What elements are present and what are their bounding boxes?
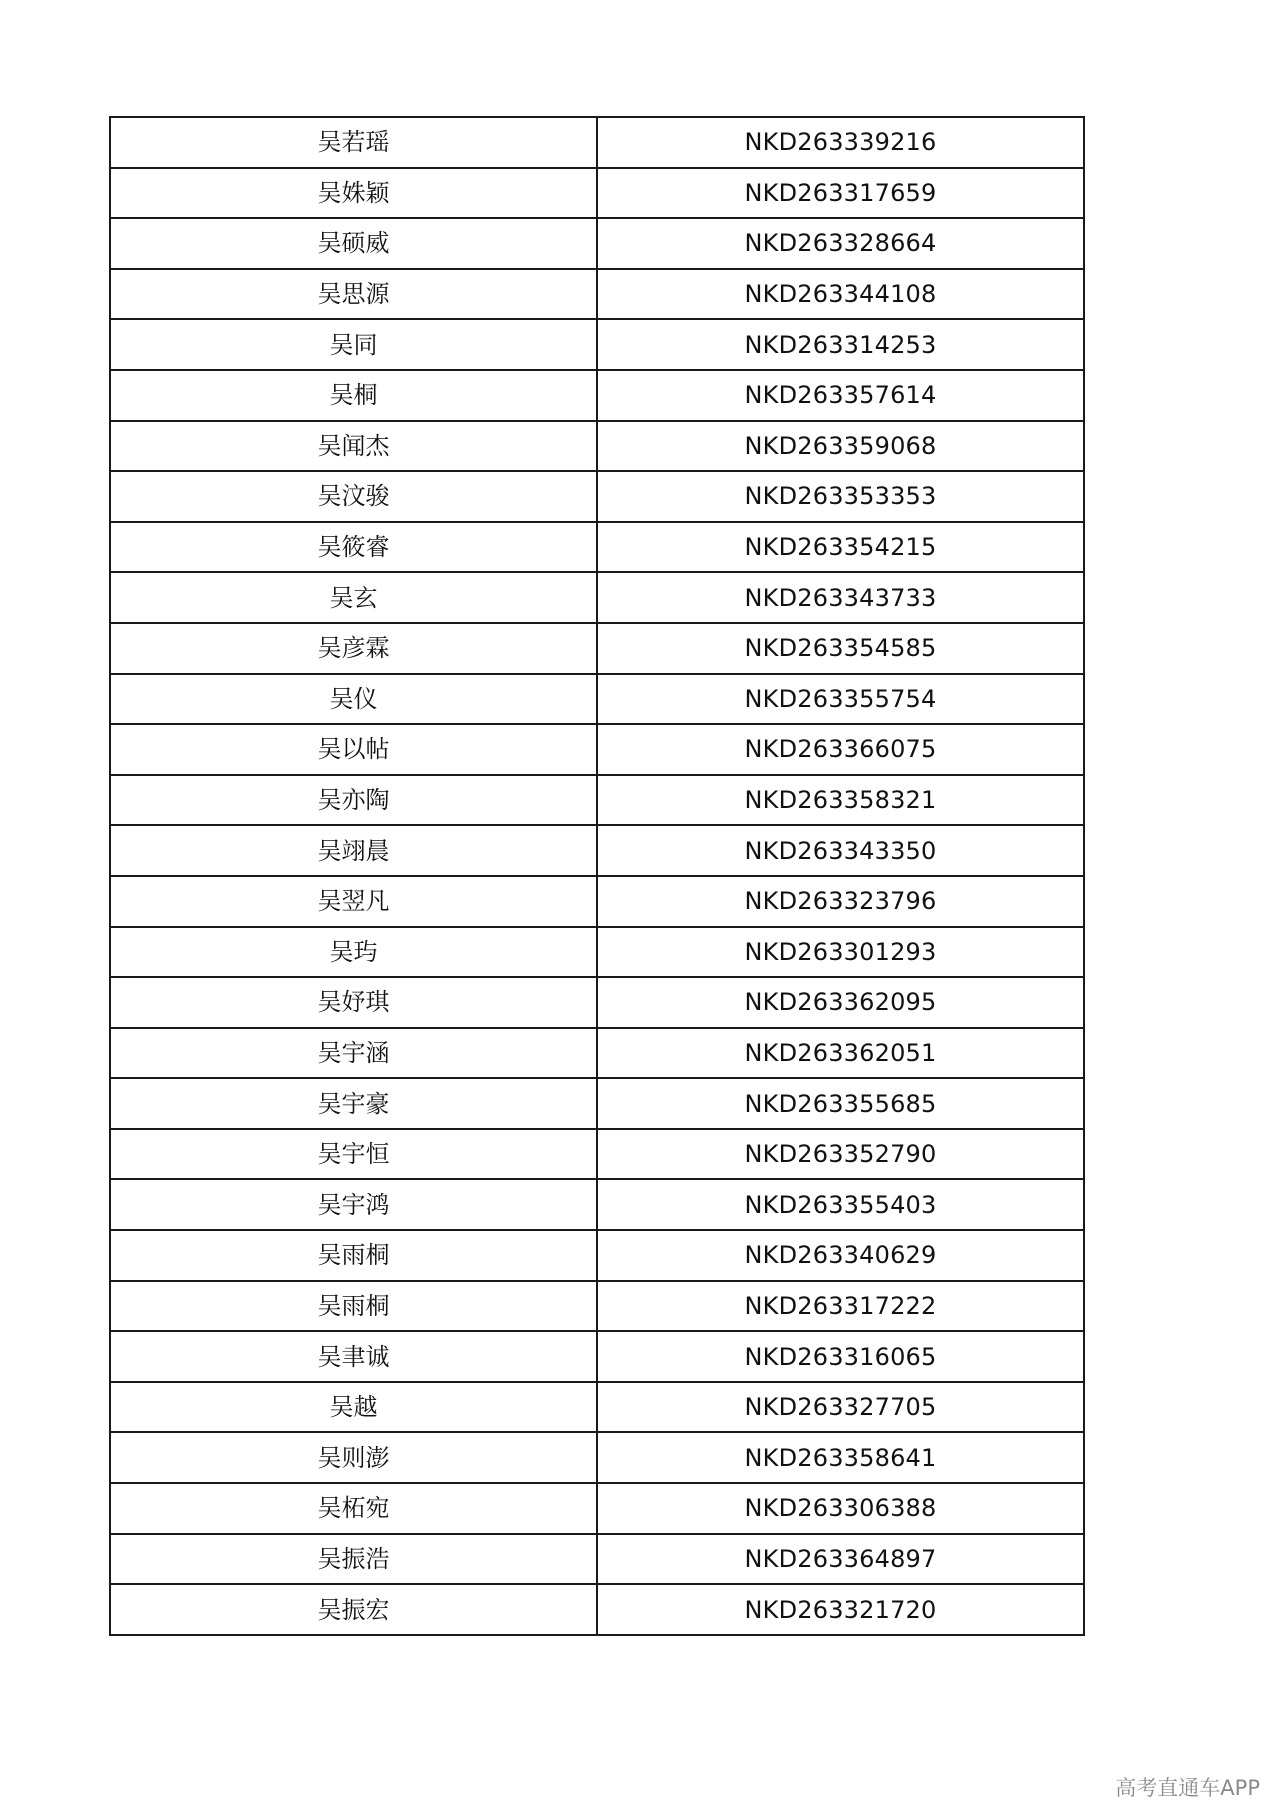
student-name-cell: 吴筱睿: [110, 522, 597, 573]
student-name-cell: 吴仪: [110, 674, 597, 725]
student-name-cell: 吴宇鸿: [110, 1179, 597, 1230]
student-id-cell: NKD263343350: [597, 825, 1084, 876]
table-row: [110, 421, 1084, 472]
student-name-cell: 吴同: [110, 319, 597, 370]
student-id-cell: NKD263364897: [597, 1534, 1084, 1585]
table-row: [110, 1078, 1084, 1129]
student-id-cell: NKD263357614: [597, 370, 1084, 421]
table-row: [110, 218, 1084, 269]
student-name-cell: 吴闻杰: [110, 421, 597, 472]
student-name-cell: 吴亦陶: [110, 775, 597, 826]
student-name-cell: 吴聿诚: [110, 1331, 597, 1382]
student-id-cell: NKD263340629: [597, 1230, 1084, 1281]
student-id-cell: NKD263353353: [597, 471, 1084, 522]
student-name-cell: 吴若瑶: [110, 117, 597, 168]
student-id-cell: NKD263352790: [597, 1129, 1084, 1180]
student-id-cell: NKD263301293: [597, 927, 1084, 978]
student-id-cell: NKD263314253: [597, 319, 1084, 370]
student-name-cell: 吴玙: [110, 927, 597, 978]
table-row: [110, 1281, 1084, 1332]
student-name-cell: 吴硕威: [110, 218, 597, 269]
watermark: 高考直通车APP: [1115, 1776, 1260, 1800]
student-id-cell: NKD263358641: [597, 1432, 1084, 1483]
student-id-cell: NKD263317659: [597, 168, 1084, 219]
roster-table-body: [110, 117, 1084, 1635]
student-id-cell: NKD263366075: [597, 724, 1084, 775]
student-id-cell: NKD263323796: [597, 876, 1084, 927]
student-id-cell: NKD263343733: [597, 572, 1084, 623]
roster-table: [109, 116, 1085, 1636]
table-row: [110, 1584, 1084, 1635]
student-name-cell: 吴彦霖: [110, 623, 597, 674]
student-name-cell: 吴妤琪: [110, 977, 597, 1028]
table-row: [110, 1483, 1084, 1534]
student-name-cell: 吴振宏: [110, 1584, 597, 1635]
student-id-cell: NKD263339216: [597, 117, 1084, 168]
table-row: [110, 319, 1084, 370]
table-row: [110, 724, 1084, 775]
student-id-cell: NKD263354585: [597, 623, 1084, 674]
student-name-cell: 吴翊晨: [110, 825, 597, 876]
student-id-cell: NKD263316065: [597, 1331, 1084, 1382]
table-row: [110, 117, 1084, 168]
table-row: [110, 1179, 1084, 1230]
student-name-cell: 吴振浩: [110, 1534, 597, 1585]
student-id-cell: NKD263355403: [597, 1179, 1084, 1230]
student-id-cell: NKD263317222: [597, 1281, 1084, 1332]
student-name-cell: 吴汶骏: [110, 471, 597, 522]
student-id-cell: NKD263344108: [597, 269, 1084, 320]
table-row: [110, 168, 1084, 219]
student-name-cell: 吴宇涵: [110, 1028, 597, 1079]
student-id-cell: NKD263355754: [597, 674, 1084, 725]
student-name-cell: 吴宇豪: [110, 1078, 597, 1129]
student-name-cell: 吴桐: [110, 370, 597, 421]
student-name-cell: 吴翌凡: [110, 876, 597, 927]
student-id-cell: NKD263362051: [597, 1028, 1084, 1079]
table-row: [110, 1382, 1084, 1433]
table-row: [110, 1230, 1084, 1281]
student-id-cell: NKD263362095: [597, 977, 1084, 1028]
table-row: [110, 825, 1084, 876]
student-name-cell: 吴越: [110, 1382, 597, 1433]
student-id-cell: NKD263327705: [597, 1382, 1084, 1433]
table-row: [110, 269, 1084, 320]
student-name-cell: 吴思源: [110, 269, 597, 320]
table-row: [110, 471, 1084, 522]
student-id-cell: NKD263328664: [597, 218, 1084, 269]
table-row: [110, 572, 1084, 623]
table-row: [110, 370, 1084, 421]
student-id-cell: NKD263359068: [597, 421, 1084, 472]
table-row: [110, 674, 1084, 725]
table-row: [110, 977, 1084, 1028]
student-id-cell: NKD263321720: [597, 1584, 1084, 1635]
student-name-cell: 吴雨桐: [110, 1281, 597, 1332]
table-row: [110, 1432, 1084, 1483]
table-row: [110, 1331, 1084, 1382]
table-row: [110, 623, 1084, 674]
student-name-cell: 吴以帖: [110, 724, 597, 775]
student-name-cell: 吴柘宛: [110, 1483, 597, 1534]
table-row: [110, 1028, 1084, 1079]
student-id-cell: NKD263306388: [597, 1483, 1084, 1534]
table-row: [110, 876, 1084, 927]
student-name-cell: 吴玄: [110, 572, 597, 623]
student-name-cell: 吴雨桐: [110, 1230, 597, 1281]
student-name-cell: 吴宇恒: [110, 1129, 597, 1180]
table-row: [110, 927, 1084, 978]
table-row: [110, 522, 1084, 573]
student-name-cell: 吴姝颖: [110, 168, 597, 219]
table-row: [110, 775, 1084, 826]
student-name-cell: 吴则澎: [110, 1432, 597, 1483]
table-row: [110, 1129, 1084, 1180]
student-id-cell: NKD263354215: [597, 522, 1084, 573]
student-id-cell: NKD263355685: [597, 1078, 1084, 1129]
table-row: [110, 1534, 1084, 1585]
student-id-cell: NKD263358321: [597, 775, 1084, 826]
